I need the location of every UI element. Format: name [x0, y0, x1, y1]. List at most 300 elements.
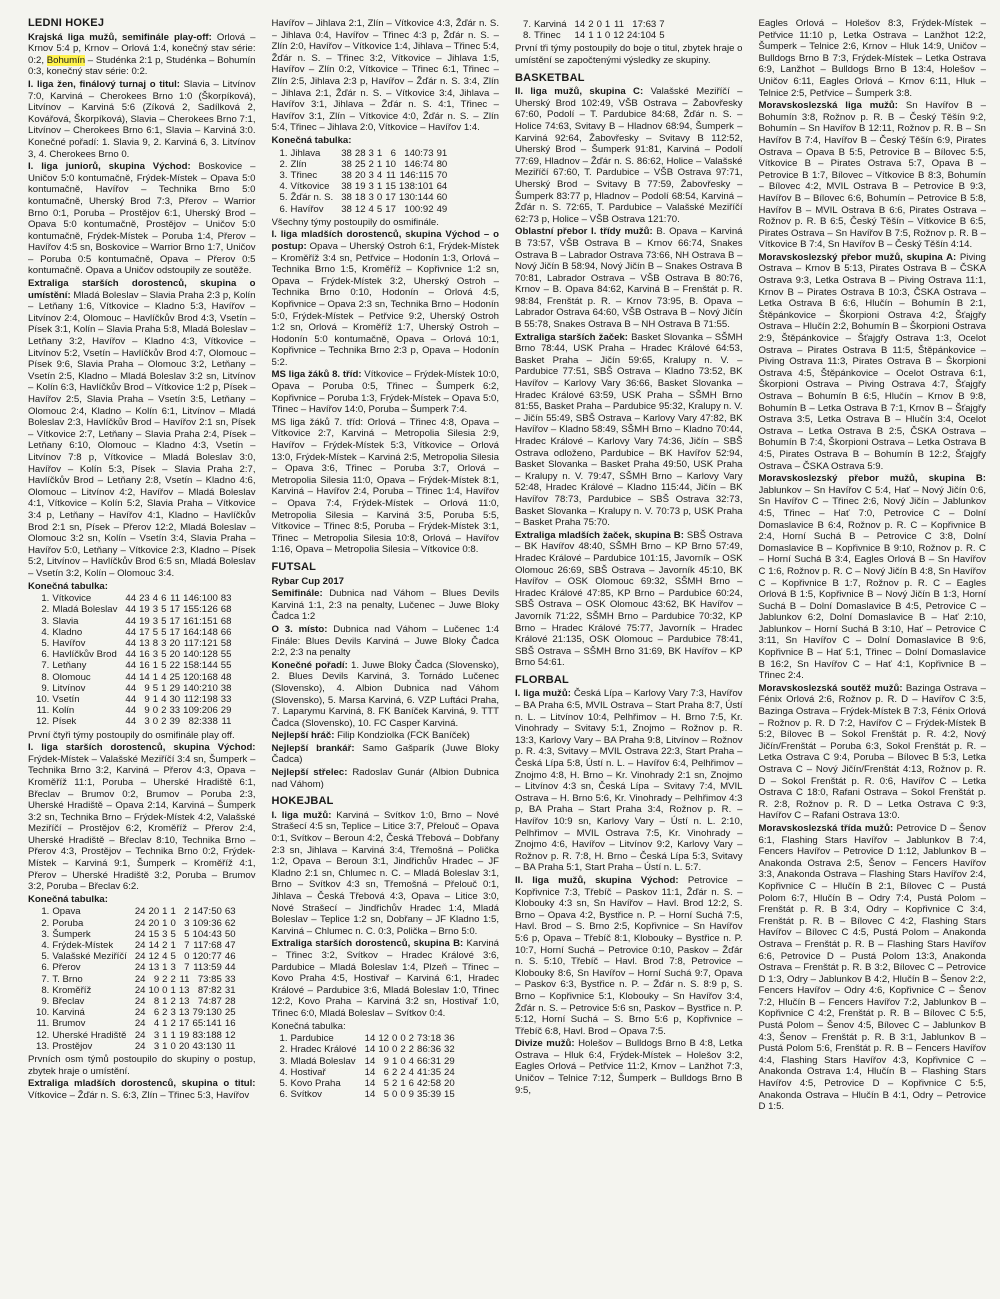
- table-cell: 38: [341, 169, 352, 181]
- team-name: Havířov: [52, 637, 86, 649]
- table-cell: 0: [400, 1055, 406, 1067]
- table-cell: 161:151: [183, 615, 218, 627]
- table-row: [36, 604, 234, 615]
- table-cell: 20: [169, 649, 181, 661]
- competition-title: II. liga mužů, skupina C:: [515, 86, 651, 98]
- table-cell: 3: [184, 917, 190, 929]
- table-cell: 1: [376, 181, 383, 193]
- table-cell: 18: [354, 192, 366, 204]
- table-cell: 44: [125, 693, 137, 705]
- table-cell: 117:121: [183, 637, 218, 649]
- table-cell: 3: [144, 716, 150, 728]
- section-heading: HOKEJBAL: [271, 795, 334, 808]
- table-cell: 58: [220, 637, 232, 649]
- section-heading: BASKETBAL: [515, 71, 585, 84]
- result-paragraph: [759, 683, 987, 822]
- table-cell: 66: [220, 626, 232, 638]
- result-paragraph: [272, 369, 500, 415]
- results-text: Karviná – Třinec 3:2, Svítkov – Hradec Králové 3:6, Pardubice – Mladá Boleslav 1:4, Plzeň – Třinec – Kovo Praha 4:5, Hostivař – Karviná 6:1, Hradec Králové – Pardubice 3:6, Mladá Boleslav 1:0, Třinec 12:2, Kovo Praha – Karviná 3:2 sn, Hostivař 1:0, Třinec 6:0, Mladá Boleslav – Svítkov 0:4.: [271, 938, 499, 1019]
- standings-table: [36, 906, 239, 1052]
- results-text: Slavia – Litvínov 7:0, Karviná – Cherokees Brno 1:0 (Škorpíková), Litvínov – Karviná 5:6 (Zíková 2, Sadílková 2, Kovářová, Škorpíková), Slavia – Cherokees Brno 7:1, Litvínov – Cherokees Brno 6:1, Slavia – Karviná 3:0. Konečné pořadí: 1. Slavia 9, 2. Karviná 6, 3. Litvínov 3, 4. Cherokees Brno 0.: [28, 78, 256, 160]
- table-cell: 0: [170, 917, 176, 929]
- table-cell: 24: [134, 962, 146, 974]
- team-name: Šumperk: [52, 928, 91, 940]
- table-cell: 2.: [41, 917, 50, 929]
- table-cell: 1: [162, 1040, 168, 1052]
- result-paragraph: [272, 730, 500, 742]
- table-cell: 5: [184, 928, 190, 940]
- table-row: [36, 1018, 239, 1029]
- table-cell: 16: [224, 1018, 236, 1030]
- table-cell: 1: [391, 1055, 398, 1067]
- result-paragraph: [515, 1038, 743, 1096]
- results-text: Boskovice – Uničov 5:0 kontumačně, Frýdek-Místek – Opava 5:0 kontumačně, Havířov – Technika Brno 5:0 kontumačně, Uherský Brod 7:3, Přerov – Warrior Brno 0:1, Poruba – Prostějov 6:1, Uherský Brod – Opava 5:0 kontumačně, Prostějov – Uničov 5:0 kontumačně, Frýdek-Místek – Poruba 1:4, Přerov – Havířov 4:5 sn, Boskovice – Warrior Brno 1:7, Uničov – Poruba 0:5 kontumačně, Opava – Přerov 0:5 kontumačně. Opava a Uničov odstoupily ze soutěže.: [28, 161, 256, 277]
- competition-title: Extraliga starších dorostenců, skupina o umístění:: [28, 278, 256, 301]
- table-cell: 117:68: [193, 940, 222, 952]
- table-row: [36, 660, 234, 671]
- table-cell: 50: [224, 928, 236, 940]
- table-cell: 5: [170, 928, 176, 940]
- table-cell: 2: [170, 1018, 176, 1030]
- table-cell: 0: [152, 705, 159, 717]
- team-name: Jihlava: [290, 147, 321, 159]
- results-text: Piving Ostrava – Krnov B 5:13, Pirates Ostrava B – ČSKA Ostrava 9:3, Letka Ostrava B – Piving Ostrava 11:1, Krnov B – Pirates Ostrava B 10:3, ČSKA Ostrava – Letka Ostrava B 6:6, Hlučín – Bohumín B 2:1, Štěpánkovice – Škorpioni Ostrava 4:2, Šťajgřy Ostrava – Hlučín 2:2, Bohumín B – Škorpioni Ostrava 2:9, Štěpánkovice – Šťajgřy Ostrava 1:3, Ocelot Ostrava – Pirates Ostrava B 11:5, Štěpánkovice – Piving Ostrava 11:3, Pirates Ostrava B – Škorpioni Ostrava 4:5, Štěpánkovice – Ocelot Ostrava 6:1, Škorpioni Ostrava – Piving Ostrava 4:7, Šťajgřy Ostrava – Bohumín B 6:5, Hlučín – Krnov B 9:8, Bohumín B – Letka Ostrava B 7:1, Krnov B – Šťajgřy Ostrava 3:5, Letka Ostrava B – Hlučín 3:4, Ocelot Ostrava – Letka Ostrava B 2:5, ČSKA Ostrava – Bohumín B 7:4, Škorpioni Ostrava – Letka Ostrava B 4:5, Pirates Ostrava B – Bohumín B 12:2, Šťajgřy Ostrava – ČSKA Ostrava 5:9.: [758, 251, 986, 472]
- result-paragraph: [272, 767, 500, 790]
- table-cell: 146:100: [183, 593, 218, 605]
- section-heading: LEDNÍ HOKEJ: [28, 18, 105, 29]
- table-cell: 35:39: [417, 1089, 442, 1101]
- team-name: Vsetín: [52, 693, 80, 705]
- note-text: První čtyři týmy postoupily do osmifinále play off.: [28, 729, 235, 741]
- table-cell: 0: [391, 1089, 398, 1101]
- table-cell: 47: [224, 940, 236, 952]
- table-cell: 4.: [41, 940, 50, 952]
- table-cell: 44: [125, 604, 137, 616]
- table-cell: 5: [161, 615, 167, 627]
- team-name: Mladá Boleslav: [290, 1055, 356, 1067]
- table-cell: 4: [408, 1055, 415, 1067]
- table-cell: 8.: [523, 30, 532, 42]
- result-paragraph: [272, 938, 500, 1019]
- table-cell: 17: [169, 626, 181, 638]
- table-cell: 11.: [36, 705, 50, 717]
- table-cell: 1: [162, 962, 168, 974]
- table-cell: 0: [400, 1089, 406, 1101]
- team-name: Slavia: [52, 615, 79, 627]
- table-row: [280, 159, 451, 170]
- table-cell: 3: [368, 192, 374, 204]
- table-cell: 4: [161, 671, 167, 683]
- result-paragraph: [28, 32, 256, 78]
- results-text: Česká Lípa – Karlovy Vary 7:3, Havířov – BA Praha 6:5, MVIL Ostrava – Start Praha 8:7, Ústí n. L. – Litvínov 10:4, Pelhřimov – H. Brno 7:5, Kr. Vinohrady – Svitavy 5:1, Znojmo – Rožnov p. R. 13:3, Karlovy Vary – BA Praha 9:8, Litvínov – Rožnov p. R. 4:3, Svitavy – MVIL Ostrava 22:3, Start Praha – Česká Lípa 5:8, Ústí n. L. – Havířov 6:4, Pelhřimov – Znojmo 4:8, H. Brno – Kr. Vinohrady 2:1 sn, Znojmo – Litvínov 4:3 sn, Česká Lípa – Svitavy 7:4, MVIL Ostrava – H. Brno 5:6, Kr. Vinohrady – Pelhřimov 4:3 p, BA Praha – Start Praha 3:4, Rožnov p. R. – Havířov 10:9 sn, Karlovy Vary – Ústí n. L. 2:10, Pelhřimov – MVIL Ostrava 7:5, Kr. Vinohrady – Znojmo 4:6, Havířov – Litvínov 9:2, Karlovy Vary – Rožnov p. R. 7:8, H. Brno – Česká Lípa 5:3, Svitavy – BA Praha 5:1, Start Praha – Ústí n. L. 5:7.: [515, 688, 743, 874]
- table-cell: 0: [604, 30, 611, 42]
- table-cell: 112:198: [183, 693, 218, 705]
- table-cell: 1.: [279, 147, 288, 159]
- standings-table: [36, 593, 234, 727]
- result-paragraph: [28, 894, 256, 906]
- table-cell: 79:130: [192, 1007, 222, 1019]
- table-cell: 65:141: [192, 1018, 222, 1030]
- table-cell: 13: [178, 1007, 190, 1019]
- table-cell: 33: [220, 693, 232, 705]
- result-paragraph: [759, 473, 987, 682]
- table-cell: 1: [170, 1029, 176, 1041]
- table-cell: 24: [134, 940, 146, 952]
- results-text: Jablunkov – Sn Havířov C 5:4, Hať – Nový Jičín 0:6, Sn Havířov C – Třinec 2:6, Nový Jičín – Jablunkov 4:5, Třinec – Hať 7:0, Petrovice C – Dolní Domaslavice B 6:4, Rožnov p. R. C – Kopřivnice B 2:4, Horní Suchá B – Petrovice C 3:8, Dolní Domaslavice B – Kopřivnice B 9:10, Rožnov p. R. C – Horní Suchá B 3:4, Eagles Orlová B – Sn Havířov C 1:6, Rožnov p. R. C – Nový Jičín B 4:8, Sn Havířov C – Kopřivnice B 1:7, Rožnov p. R. C – Eagles Orlová B 1:5, Kopřivnice B – Nový Jičín B 1:3, Horní Suchá B – Dolní Domaslavice B 4:5, Petrovice C – Jablunkov 6:2, Dolní Domaslavice B – Hať 2:10, Jablunkov – Horní Suchá B 3:10, Hať – Petrovice C 3:11, Sn Havířov C – Dolní Domaslavice B 9:6, Kopřivnice B – Hať 5:1, Třinec – Dolní Domaslavice B 16:2, Sn Havířov C – Hať 4:1, Kopřivnice B – Třinec 2:4.: [758, 484, 986, 682]
- competition-title: Konečná tabulka:: [28, 580, 108, 592]
- table-cell: 25: [169, 671, 181, 683]
- table-cell: 12.: [36, 1029, 50, 1041]
- table-row: [36, 716, 234, 727]
- table-row: [36, 1030, 239, 1041]
- table-cell: 55: [220, 660, 232, 672]
- result-paragraph: [272, 576, 500, 588]
- table-cell: 7.: [41, 973, 50, 985]
- competition-title: II. liga mužů, skupina Východ:: [515, 874, 688, 886]
- competition-title: Extraliga mladších dorostenců, skupina o titul:: [28, 1078, 256, 1090]
- table-cell: 13: [178, 996, 190, 1008]
- table-cell: 1: [596, 30, 602, 42]
- team-name: Havlíčkův Brod: [52, 649, 117, 661]
- results-text: Vítkovice – Žďár n. S. 6:3, Zlín – Třinec 5:3, Havířov: [28, 1089, 250, 1101]
- table-cell: 24: [134, 973, 146, 985]
- competition-title: Moravskoslezská třída mužů:: [758, 822, 897, 834]
- table-row: [36, 627, 234, 638]
- team-name: Žďár n. S.: [290, 192, 334, 204]
- table-cell: 14: [574, 30, 586, 42]
- table-cell: 10: [385, 158, 396, 170]
- table-cell: 19: [178, 1029, 190, 1041]
- competition-title: I. liga mužů:: [271, 809, 337, 821]
- table-row: [36, 1007, 239, 1018]
- table-cell: 31: [224, 984, 236, 996]
- team-name: Karviná: [534, 19, 567, 30]
- results-text: 1. Juwe Bloky Čadca (Slovensko), 2. Blues Devils Karviná, 3. Tornádo Lučenec (Slovensko), 4. Albion Dubnica nad Váhom (Slovensko), 5. Marsa Karviná, 6. VZP Luftáci Praha, 7. Laparymu Karviná, 8. FK Baníček Karviná, 9. TTT Čadca (Slovensko), 10. FC Casper Karviná.: [271, 659, 499, 729]
- result-paragraph: [515, 332, 743, 529]
- team-name: Kovo Praha: [290, 1077, 341, 1089]
- team-name: Opava: [52, 906, 81, 918]
- note-text: První tři týmy postoupily do boje o titul, zbytek hraje o umístění se započtenými výsledky ze skupiny.: [515, 43, 743, 66]
- table-cell: 6.: [279, 1089, 288, 1101]
- competition-title: O 3. místo:: [271, 623, 334, 635]
- table-cell: 11: [225, 1040, 236, 1052]
- team-name: Poruba: [52, 917, 84, 929]
- table-cell: 44: [125, 615, 137, 627]
- results-text: Holešov – Bulldogs Brno B 4:8, Letka Ostrava – Hluk 6:4, Frýdek-Místek – Holešov 3:2, Eagles Orlová – Petřvice 11:2, Krnov – Lanžhot 7:3, Uničov – Telnice 7:12, Šumperk – Bulldogs Brno B 9:5,: [515, 1038, 743, 1096]
- table-cell: 43:130: [192, 1040, 222, 1052]
- table-cell: 8.: [41, 984, 50, 996]
- results-text: Eagles Orlová – Holešov 8:3, Frýdek-Místek – Petřvice 11:10 p, Letka Ostrava – Lanžhot 12:2, Šumperk – Telnice 2:6, Krnov – Hluk 14:9, Uničov – Bulldogs Brno B 7:3, Frýdek-Místek – Letka Ostrava 6:9, Lanžhot – Bulldogs Brno B 13:4, Holešov – Uničov 6:11, Eagles Orlová – Krnov 6:11, Hluk – Telnice 2:5, Petřvice – Šumperk 3:8.: [758, 18, 986, 99]
- competition-title: Rybar Cup 2017: [271, 575, 345, 587]
- result-paragraph: [759, 18, 987, 99]
- table-cell: 3: [162, 928, 168, 940]
- table-cell: 130:144: [398, 192, 434, 204]
- table-cell: 3: [161, 637, 167, 649]
- table-cell: 17: [139, 626, 150, 638]
- team-name: Havířov: [290, 203, 324, 215]
- table-cell: 4: [153, 1018, 160, 1030]
- table-cell: 2.: [279, 158, 288, 170]
- table-cell: 38: [341, 181, 352, 193]
- standings-table: [280, 148, 451, 215]
- result-paragraph: [28, 581, 256, 593]
- table-cell: 24: [134, 996, 146, 1008]
- team-name: Vítkovice: [52, 593, 92, 605]
- table-cell: 10.: [36, 693, 50, 705]
- table-cell: 6: [383, 1066, 389, 1078]
- table-cell: 3: [368, 181, 374, 193]
- table-cell: 7.: [523, 19, 532, 30]
- table-cell: 14: [364, 1066, 376, 1078]
- table-cell: 44: [224, 962, 236, 974]
- competition-title: Nejlepší hráč:: [271, 730, 338, 742]
- results-text: Basket Slovanka – SŠMH Brno 78:44, USK Praha – Hradec Králové 64:53, Basket Praha – Jičín 59:65, Kralupy n. V. – Pardubice 77:51, SBŠ Ostrava – Kladno 73:52, BK Havířov – Karlovy Vary 36:66, Basket Slovanka – Hradec Králové 63:59, USK Praha – SŠMH Brno 81:55, Basket Praha – Pardubice 95:32, Kralupy n. V. – Jičín 55:49, SBŠ Ostrava – Karlovy Vary 47:82, BK Havířov – Kladno 58:49, SŠMH Brno – Kladno 70:44, Hradec Králové – Karlovy Vary 74:36, Jičín – SBŠ Ostrava odloženo, Pardubice – BK Havířov 52:94, Basket Slovanka – Basket Praha 49:50, USK Praha – Kralupy n. V. 79:47, SŠMH Brno – Karlovy Vary 52:48, Hradec Králové – Kladno 115:44, Jičín – BK Havířov 78:73, Pardubice – SBŠ Ostrava 32:73, Basket Slovanka – Kralupy n. V. 70:73 p, USK Praha – Basket Praha 75:70.: [515, 331, 743, 529]
- table-cell: 4: [162, 951, 168, 963]
- table-cell: 12: [224, 1029, 236, 1041]
- table-cell: 32: [444, 1044, 455, 1056]
- table-cell: 5: [161, 660, 167, 672]
- table-cell: 20: [169, 637, 181, 649]
- table-cell: 5: [152, 682, 159, 694]
- team-name: Svítkov: [290, 1089, 322, 1101]
- table-cell: 147:50: [192, 906, 222, 918]
- table-cell: 11: [613, 19, 624, 30]
- table-cell: 12: [148, 951, 160, 963]
- table-cell: 9.: [41, 682, 50, 694]
- column-4: [759, 18, 987, 1299]
- column-3: [515, 18, 743, 1299]
- table-cell: 44: [125, 716, 137, 728]
- results-text: Radoslav Gunár (Albion Dubnica nad Váhom): [271, 767, 499, 790]
- table-cell: 1: [162, 1018, 168, 1030]
- table-cell: 5: [170, 951, 176, 963]
- results-text: Dubnica nad Váhom – Blues Devils Karviná 1:1, 2:3 na penalty, Lučenec – Juwe Bloky Čadca 1:2: [271, 588, 499, 623]
- table-cell: 24: [444, 1066, 455, 1078]
- column-1: [28, 18, 256, 1299]
- table-cell: 20: [148, 917, 160, 929]
- table-row: [280, 1056, 458, 1067]
- table-cell: 155:126: [183, 604, 218, 616]
- table-cell: 16: [139, 660, 150, 672]
- table-cell: 4.: [279, 181, 288, 193]
- result-paragraph: [272, 229, 500, 368]
- table-cell: 14: [364, 1077, 376, 1089]
- competition-title: Moravskoslezský přebor mužů, skupina B:: [758, 473, 986, 485]
- table-cell: 2.: [41, 604, 50, 616]
- team-name: Třinec: [290, 169, 318, 181]
- table-cell: 13: [148, 962, 160, 974]
- competition-title: Divize mužů:: [515, 1038, 579, 1050]
- table-cell: 24:104: [626, 30, 657, 42]
- results-text: Konečná tabulka:: [271, 1020, 346, 1032]
- results-text: Orlová – Krnov 5:4 p, Krnov – Orlová 1:4, konečný stav série: 0:2, Bohumín – Studénka 2:1 p, Studénka – Bohumín 0:3, konečný stav série: 0:2.: [28, 31, 256, 78]
- table-row: [280, 181, 451, 192]
- team-name: Pardubice: [290, 1033, 334, 1045]
- table-row: [36, 616, 234, 627]
- result-paragraph: [28, 1078, 256, 1101]
- table-cell: 20: [444, 1077, 455, 1089]
- section-heading: FUTSAL: [271, 560, 317, 573]
- table-cell: 3: [153, 1029, 160, 1041]
- table-cell: 29: [444, 1055, 455, 1067]
- results-text: B. Opava – Karviná B 73:57, VŠB Ostrava B – Krnov 66:74, Snakes Ostrava B – Labrador Ostrava 73:66, NH Ostrava B – Nový Jičín B 58:94, Nový Jičín B – Snakes Ostrava B 70:81, Labrador Ostrava – VŠB Ostrava B 80:76, Krnov – B. Opava 84:62, Karviná B – Frenštát p. R. 98:84, Frenštát p. R. – Krnov 73:95, B. Opava – Labrador Ostrava 64:60, VŠB Ostrava B – Nový Jičín B 55:78, Snakes Ostrava B – NH Ostrava B 71:55.: [515, 226, 743, 331]
- table-row: [36, 940, 239, 951]
- table-cell: 104:43: [192, 928, 222, 940]
- table-cell: 17: [385, 192, 396, 204]
- team-name: Mladá Boleslav: [52, 604, 118, 616]
- table-cell: 9: [408, 1089, 415, 1101]
- competition-title: Oblastní přebor I. třídy mužů:: [515, 226, 657, 238]
- table-cell: 20: [178, 1040, 190, 1052]
- table-cell: 11: [179, 973, 190, 985]
- highlight-marker: Bohumín: [46, 54, 86, 66]
- table-row: [36, 683, 234, 694]
- table-cell: 20: [354, 169, 366, 181]
- table-cell: 1: [162, 906, 168, 918]
- table-cell: 11: [170, 593, 181, 605]
- competition-title: Moravskoslezská liga mužů:: [758, 100, 906, 112]
- team-name: Hradec Králové: [290, 1044, 357, 1056]
- team-name: Kolín: [52, 705, 75, 717]
- table-cell: 3.: [41, 928, 50, 940]
- result-paragraph: [28, 278, 256, 579]
- team-name: Frýdek-Místek: [52, 940, 114, 952]
- table-cell: 1: [588, 30, 594, 42]
- table-cell: 6: [153, 1007, 160, 1019]
- table-cell: 83: [220, 593, 232, 605]
- competition-title: Krajská liga mužů, semifinále play-off:: [28, 31, 217, 43]
- table-cell: 3: [152, 649, 159, 661]
- competition-title: Moravskoslezský přebor mužů, skupina A:: [758, 251, 960, 263]
- table-cell: 9: [144, 705, 150, 717]
- results-text: Opava – Uherský Ostroh 6:1, Frýdek-Místek – Kroměříž 3:4 sn, Petřvice – Hodonín 1:3, Orlová – Technika Brno 1:5, Kroměříž – Kopřivnice 1:2 sn, Opava – Frýdek-Místek 3:2, Uherský Ostroh – Technika Brno 0:10, Hodonín – Orlová 4:5, Kopřivnice – Opava 2:3 sn, Technika Brno – Hodonín 5:0, Frýdek-Místek – Petřvice 9:2, Uherský Ostroh 1:2 sn, Orlová – Kroměříž 1:7, Uherský Ostroh – Hodonín 5:0 kontumačně, Opava – Orlová 10:1, Kopřivnice – Technika Brno 2:3 p, Opava – Hodonín 5:2.: [271, 240, 499, 368]
- table-cell: 14: [364, 1055, 376, 1067]
- table-cell: 2: [400, 1044, 406, 1056]
- table-cell: 68: [220, 604, 232, 616]
- table-cell: 0: [152, 716, 159, 728]
- column-2: [272, 18, 500, 1299]
- table-row: [280, 170, 451, 181]
- table-cell: 44: [125, 637, 137, 649]
- competition-title: I. liga žen, finálový turnaj o titul:: [28, 78, 184, 90]
- table-cell: 17: [385, 203, 396, 215]
- table-cell: 5.: [41, 951, 50, 963]
- table-cell: 5: [161, 626, 167, 638]
- competition-title: I. liga mužů:: [515, 688, 574, 700]
- competition-title: MS liga žáků 8. tříd:: [271, 369, 365, 381]
- standings-table: [280, 1033, 458, 1100]
- team-name: Prostějov: [52, 1040, 93, 1052]
- table-cell: 60: [436, 192, 448, 204]
- table-cell: 13: [139, 637, 150, 649]
- table-row: [36, 996, 239, 1007]
- results-text: Karviná – Svítkov 1:0, Brno – Nové Strašecí 4:5 sn, Teplice – Litice 3:7, Přelouč – Opava 0:1, Svítkov – Beroun 4:2, Česká Třebová – Dobřany 2:3 sn, Jihlava – Karviná 3:4, Třemošná – Polička 1:2, Opava – Beroun 3:1, Jindřichův Hradec – JF Kladno 2:1 sn, Chlumec n. C. – Mladá Boleslav 3:1, Brno – Svítkov 4:3 sn, Třemošná – Přelouč 0:1, Jihlava – Česká Třebová 4:3, Opava – Litice 3:0, Nové Strašecí – Jindřichův Hradec 1:4, Mladá Boleslav – Teplice 1:2 sn, Dobřany – JF Kladno 1:5, Karviná – Chlumec n. C. 0:3, Polička – Brno 5:0.: [271, 809, 499, 937]
- table-cell: 1: [152, 693, 159, 705]
- table-cell: 24: [134, 951, 146, 963]
- table-cell: 15: [385, 181, 396, 193]
- table-cell: 1: [162, 1029, 168, 1041]
- table-cell: 1: [161, 682, 167, 694]
- team-name: Hostivař: [290, 1066, 326, 1078]
- result-paragraph: [515, 226, 743, 330]
- table-cell: 30: [169, 693, 181, 705]
- table-cell: 44: [125, 593, 137, 605]
- table-cell: 10.: [36, 1007, 50, 1019]
- table-cell: 14: [574, 19, 586, 30]
- table-cell: 2: [391, 1066, 398, 1078]
- table-cell: 8: [152, 637, 159, 649]
- table-cell: 6.: [279, 203, 288, 215]
- team-name: T. Brno: [52, 973, 83, 985]
- table-cell: 113:59: [193, 962, 222, 974]
- team-name: Břeclav: [52, 996, 85, 1008]
- result-paragraph: [272, 624, 500, 659]
- table-cell: 7: [184, 962, 190, 974]
- result-paragraph: [272, 810, 500, 938]
- note-text: Prvních osm týmů postoupilo do skupiny o postup, zbytek hraje o umístění.: [28, 1054, 256, 1077]
- table-cell: 2: [170, 996, 176, 1008]
- table-cell: 13: [178, 984, 190, 996]
- table-cell: 3: [153, 1040, 160, 1052]
- result-paragraph: [28, 161, 256, 277]
- table-cell: 64: [436, 181, 448, 193]
- table-cell: 11: [221, 716, 232, 728]
- table-cell: 7: [659, 19, 665, 30]
- table-cell: 22: [169, 660, 181, 672]
- table-cell: 3: [152, 615, 159, 627]
- table-cell: 24: [134, 984, 146, 996]
- table-cell: 10: [378, 1044, 389, 1056]
- table-cell: 14: [139, 671, 150, 683]
- competition-title: Konečná tabulka:: [28, 893, 108, 905]
- table-row: [523, 30, 668, 41]
- table-cell: 62: [224, 917, 236, 929]
- results-text: SBŠ Ostrava – BK Havířov 48:40, SŠMH Brno – KP Brno 57:49, Hradec Králové – Pardubice 101:15, Javorník – OSK Olomouc 26:69, SBŠ Ostrava – Javorník 45:10, BK Havířov – OSK Olomouc 69:32, SŠMH Brno – Hradec Králové 47:85, KP Brno – Pardubice 60:24, SBŠ Ostrava – OSK Olomouc 43:62, BK Havířov – Javorník 71:22, SŠMH Brno – Pardubice 70:32, KP Brno – Hradec Králové 75:77, Javorník – Hradec Králové 21:135, OSK Olomouc – Pardubice 78:41, SBŠ Ostrava – SŠMH Brno 31:69, BK Havířov – KP Brno 54:61.: [515, 529, 743, 669]
- table-cell: 0: [184, 951, 190, 963]
- results-text: Samo Gašparík (Juwe Bloky Čadca): [271, 742, 499, 766]
- table-cell: 5.: [279, 192, 288, 204]
- table-row: [280, 1044, 458, 1055]
- table-cell: 11.: [36, 1018, 50, 1030]
- table-row: [280, 1033, 458, 1044]
- results-text: MS liga žáků 7. tříd: Orlová – Třinec 4:8, Opava – Vítkovice 2:7, Karviná – Metropolia Silesia 2:9, Havířov – Frýdek-Místek 5:3, Vítkovice – Orlová 13:0, Frýdek-Místek – Karviná 2:5, Metropolia Silesia – Opava 3:6, Třinec – Poruba 3:7, Orlová – Metropolia Silesia 11:0, Opava – Frýdek-Místek 8:1, Karviná – Havířov 2:4, Poruba – Třinec 1:4, Havířov – Opava 7:4, Frýdek-Místek – Orlová 11:0, Metropolia Silesia – Karviná 3:5, Poruba 5:5, Vítkovice – Třinec 8:5, Poruba – Frýdek-Místek 3:1, Třinec – Metropolia Silesia 10:8, Orlová – Havířov 1:16, Opava – Metropolia Silesia – Vítkovice 0:8.: [271, 416, 499, 556]
- table-cell: 16: [139, 649, 150, 661]
- table-cell: 12: [378, 1033, 389, 1045]
- table-cell: 38: [341, 147, 352, 159]
- competition-title: I. liga mladších dorostenců, skupina Východ – o postup:: [271, 229, 499, 252]
- table-cell: 38: [220, 682, 232, 694]
- table-row: [280, 192, 451, 203]
- table-cell: 164:148: [183, 626, 218, 638]
- table-cell: 0: [391, 1033, 398, 1045]
- table-row: [36, 985, 239, 996]
- competition-title: Semifinále:: [271, 588, 330, 600]
- table-cell: 6: [408, 1077, 415, 1089]
- table-row: [36, 638, 234, 649]
- table-cell: 1: [400, 1077, 406, 1089]
- table-cell: 55: [220, 649, 232, 661]
- table-cell: 6: [390, 147, 396, 159]
- table-cell: 17: [169, 615, 181, 627]
- table-cell: 25: [224, 1007, 236, 1019]
- competition-title: Extraliga starších žaček:: [515, 331, 632, 343]
- competition-title: I. liga juniorů, skupina Východ:: [28, 161, 199, 173]
- table-cell: 2: [162, 1007, 168, 1019]
- table-cell: 73:18: [417, 1033, 442, 1045]
- table-cell: 0: [391, 1044, 398, 1056]
- result-paragraph: [759, 823, 987, 1113]
- table-cell: 1: [152, 671, 159, 683]
